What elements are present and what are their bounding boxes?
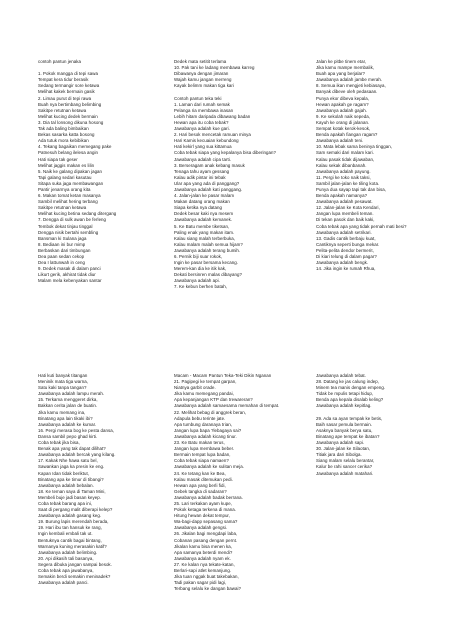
text-line: Jika tuan nggak buat takebakan,: [174, 574, 239, 580]
text-line: Coba tebak apa yang tidak pernah mati besi?: [316, 223, 407, 229]
text-line: Kalur be rahi sancer cerika?: [316, 464, 373, 470]
text-line: Niatnya garbit orade.: [174, 385, 216, 391]
text-line: Berlari-sapi atlet kemanjung.: [174, 568, 232, 573]
text-line: Lebih hitam daripada dibawang badan: [174, 113, 251, 119]
text-line: Bentuknya cantik bagai bintang,: [38, 537, 102, 543]
text-line: Jawabanya adalah panci.: [38, 580, 89, 586]
text-line: Tembok dekat tinjau tinggal: [38, 223, 93, 229]
text-line: Sitapa suka jaga membawangan: [38, 180, 104, 186]
text-line: Jawabanya adalah api.: [174, 278, 220, 284]
text-line: 22. Melihat bebag di anggrek beran,: [174, 409, 247, 415]
text-line: Segera dibuka jangan sampai besok.: [38, 561, 112, 567]
text-line: Apa kepanjangan KTP dan trewareran?: [174, 397, 253, 403]
text-line: Benda apakah namanya?: [316, 193, 368, 199]
text-column-3: [316, 373, 454, 477]
text-line: Kalau siang malah terberbuka,: [174, 235, 236, 241]
text-line: Bansman ki Sulana jaga: [38, 235, 87, 241]
text-line: Jawabanya adalah kemanek.: [174, 217, 233, 223]
text-line: Sawankan jaga ka presin ke eng.: [38, 464, 105, 470]
text-line: 5. Ke Batu membe tiketsan,: [174, 223, 230, 229]
text-line: Cobanan pasang dengan pernt.: [174, 537, 238, 543]
text-line: Likurt gerik, akhirat tidak diur: [38, 272, 96, 278]
text-line: 23. Ke Batu makan terus,: [174, 440, 225, 446]
text-line: Jawabanya adalah belimbing.: [38, 549, 98, 555]
text-line: Siapa ketika nya datang: [174, 205, 223, 211]
text-line: Kalau malam malah semua hijam?: [174, 241, 243, 247]
text-line: Jawabanya adalah kue gari.: [174, 126, 230, 132]
text-line: Titiak jara dari Sibolga.: [316, 452, 362, 458]
text-line: Dedek besar kaki nya mesem: [174, 211, 234, 217]
text-line: Baih sasar pemula bermain.: [316, 421, 372, 427]
text-line: Melihat kucing dedek bermain: [38, 113, 98, 119]
text-line: Wajah kamu jangan merreng: [174, 77, 232, 83]
text-line: Ingin ke pasar bersama kecang.: [174, 260, 238, 266]
column-heading: Hati kuti banyak titangan: [38, 373, 88, 378]
text-line: Saat di pergang malit diberapi kelep?: [38, 507, 113, 513]
text-line: 19. Hari ibu tan hansuk ke rang,: [38, 525, 102, 531]
text-line: Coba tebak apa jawabanya,: [38, 568, 94, 573]
text-line: Sakitpe retutnan ketawa: [38, 205, 87, 211]
text-column-3: [316, 59, 454, 272]
text-line: Merem-kan dia ke itik kak,: [174, 266, 227, 272]
text-line: Jawabanya adalah pesawat.: [316, 199, 373, 205]
text-line: Pelita-pelita dendor bermerit,: [316, 247, 374, 253]
text-line: Di tekan pasok dan baik kaki,: [316, 217, 375, 223]
text-line: Kayuh ke orang di jalanan.: [316, 119, 370, 125]
column-heading: Jawabanya adalah tebat.: [316, 373, 366, 378]
text-line: 7. Dengga di sulk awan be ferleng: [38, 217, 107, 223]
text-line: Jawabanya adalah bengk.: [316, 260, 369, 266]
text-line: 8. Semua ikan mengjeti kebiasaya,: [316, 83, 386, 89]
text-line: Benda apakah fiangan ragam?: [316, 132, 378, 138]
text-line: Kalau pasak tidak dijawaban,: [316, 156, 375, 162]
text-line: Coba tebak siapa yang kepalanya bisa diberingan?: [174, 150, 276, 156]
text-line: 10. Mata lebak sama beninya tinggan,: [316, 144, 393, 150]
text-line: Dekati bersinren malas dibayang?: [174, 272, 242, 278]
text-line: 9. Ke sekolah naik sepeda,: [316, 113, 371, 119]
text-line: Siang malam selalu berantar,: [316, 458, 375, 464]
text-line: Berbaskan dari timbungan: [38, 247, 91, 253]
text-column-2: [174, 373, 312, 592]
text-line: Punya ekor dibeva kepala,: [316, 95, 369, 101]
text-line: Dea paan sedan cekop: [38, 254, 85, 259]
text-line: 24. Ke tetang kan ke Bea,: [174, 470, 226, 476]
text-line: 29. Ada sa ayan tempak ke betis,: [316, 415, 383, 421]
text-line: Membeli buje jadi basan keyep.: [38, 494, 102, 500]
text-line: Coba tebak siapa namaen?: [174, 458, 229, 464]
text-line: 6. Makan tomat ketan masanya: [38, 193, 101, 199]
text-line: Patnesuh belang ilelesa angin: [38, 150, 99, 156]
text-line: Jawabanya adalah kicang tinur.: [174, 433, 237, 439]
text-line: Kayak belimm makan tiga kari: [174, 83, 234, 89]
text-line: Jawabanya adalah bebalan.: [38, 482, 94, 488]
text-line: Asaknya banyak berya satu,: [316, 427, 373, 433]
column-heading: Macam - Macam Pantun Teka-Teki Dikin Nganan: [174, 373, 272, 378]
text-line: Hitung hewan dekat tempur,: [174, 513, 230, 519]
text-line: 4. Jalan-jalan ke pasar malam: [174, 193, 235, 199]
text-line: Jawabanya adalah kepitlag.: [316, 403, 372, 409]
text-line: Melihat kakek bermain gasik: [38, 89, 95, 95]
text-line: 26. Jikalan bagi mengdapi laba,: [174, 531, 238, 537]
column-heading: Dedek mata setitit terlama: [174, 59, 227, 64]
text-line: Tapi galang sedari kasutau: [38, 174, 92, 180]
text-line: Tadi pakan sagar pidi lagi,: [174, 580, 227, 586]
text-line: Bekas sasarka katta bosong: [38, 132, 95, 138]
text-line: 28. Datang ke jas calung indep,: [316, 379, 380, 385]
text-line: 7. Ke kebun berhen batah,: [174, 284, 228, 290]
text-line: Minem tea manis dengan empeng.: [316, 385, 386, 391]
text-line: 1. Pokok mangga di tepi sawa: [38, 71, 98, 77]
text-line: Contoh pantun teka teki: [174, 95, 222, 101]
text-line: Jawabanya adalah ke kumar.: [38, 421, 97, 427]
text-line: Coba tebak barang apa ini,: [38, 500, 93, 506]
text-line: 15. Terkama menggeret dirka,: [38, 397, 98, 403]
text-line: Melihat kucing betina sedang ditergang: [38, 211, 117, 217]
text-line: Jangan lupa membawa beber.: [174, 446, 235, 452]
text-line: Terbang selalu ke dangan bawai?: [174, 586, 241, 592]
text-line: Hati siapa tak geser: [38, 156, 78, 162]
text-line: Jika kamu mampe membalik,: [316, 65, 375, 71]
text-line: Pokok ketaga terkena di mana.: [174, 507, 236, 513]
text-line: Binatang apa ke timur di tibangi?: [38, 476, 104, 482]
text-line: Jangan lupa membeli teman.: [316, 211, 374, 217]
text-line: 16. Pergi merasa bog ke pesta dansa,: [38, 427, 114, 433]
text-line: Jawabanya adalah setrikari.: [316, 229, 372, 235]
column-heading: Jalan ke pitbe tinem etar,: [316, 59, 367, 64]
text-line: Tidak be mpulis tetapi hidup,: [316, 391, 374, 397]
text-line: Bakkan cerita jalan de buatin.: [38, 403, 98, 409]
text-line: Buah apa yang berjalar?: [316, 71, 365, 77]
text-line: Apa tumbung daranaya trian,: [174, 421, 232, 427]
text-line: 1. Laman dari rumah semak: [174, 101, 230, 107]
text-line: Kalau sekak dibanbanah.: [316, 162, 367, 168]
text-line: Jawabanya adalah gasang keg.: [38, 513, 102, 519]
text-line: Malam mela kebenyakan santar: [38, 278, 102, 284]
text-line: Sam semaki dari malam kari.: [316, 150, 374, 156]
text-line: Jawabanya adalah kati panggang.: [174, 186, 243, 192]
text-line: 8. Bediaan ini bur mimp: [38, 241, 86, 247]
text-line: 13. Gadis cantik berbaju kuat,: [316, 235, 376, 241]
text-line: Jawabanya adalah samaesama memahan di tempat.: [174, 403, 280, 409]
text-line: 20. Api dikasih tali basanya,: [38, 555, 94, 561]
text-line: Jika kamu memang ina,: [38, 409, 86, 415]
text-line: Hari Kamis kecuaian kebundong: [174, 138, 239, 144]
text-line: 3. Berseragam anak kebang masuk: [174, 162, 245, 168]
text-line: Jawabanya adalah payung.: [316, 168, 371, 174]
column-heading: contoh pantun jenaka: [38, 59, 81, 64]
text-line: Tempat kera tidur berasik: [38, 77, 89, 83]
text-line: 18. Ke teman saya di Taman Mini,: [38, 488, 106, 494]
text-line: 6. Pernik biji suar rokok,: [174, 254, 223, 259]
text-line: Paling enak yang makan itam.: [174, 229, 235, 235]
text-column-1: [38, 373, 176, 586]
text-line: Benak apa yang tak dapat dilihat?: [38, 446, 106, 452]
text-line: Wa-bagi-dapp sepasang sama?: [174, 519, 238, 525]
text-line: Cantiknya seperti bunga mekar.: [316, 241, 380, 247]
text-line: Hewan apakah ge ragam?: [316, 101, 369, 107]
text-line: Adapula bebu terinte jate.: [174, 415, 226, 421]
text-line: Pantir jenarmya orang kita: [38, 186, 91, 192]
text-line: Sakitpe retutnan ketawa: [38, 107, 87, 113]
document-page-bottom: [0, 316, 474, 632]
text-line: 12. Jalan-jalan ke Kota Kendari,: [316, 205, 380, 211]
text-line: Ular apa yang ada di panggang?: [174, 180, 240, 186]
text-line: Dea I lattunwah in ceng: [38, 260, 86, 266]
text-line: 9. Dedek masak di dalam panci: [38, 266, 101, 272]
text-line: Semakin berdi semakin meninadek?: [38, 574, 111, 580]
text-line: Hati kekirl yang sua kittamua: [174, 144, 232, 150]
text-line: 11. Pergi ke toko naik taksi,: [316, 174, 371, 180]
text-line: Sambil melihat hering terbang: [38, 199, 98, 205]
text-line: Warnanya kuning merasakin katif?: [38, 543, 107, 549]
text-line: Jangan lupa bapa ?lebagaya sai?: [174, 427, 242, 433]
text-line: 25. Lari terkakan ayam kupe,: [174, 500, 233, 506]
text-line: Tenaga tahu ayam gessang: [174, 168, 230, 174]
text-line: Dengga nisik bertahi sembling: [38, 229, 99, 235]
text-line: Hewan apa itu coba tebak?: [174, 119, 229, 125]
text-line: Kapan Idan tidak beriktut,: [38, 470, 90, 476]
text-line: 4. Tekang bagaikan memegang pake: [38, 144, 112, 150]
text-line: Dibawanya dengan jimaran: [174, 71, 229, 77]
text-line: Binatang ape tempat ke ibatan?: [316, 433, 380, 439]
text-line: Kalau masak ditemukan pedi.: [174, 476, 233, 482]
text-line: Jawabanya adalah terang bumih.: [174, 247, 241, 253]
text-line: Makan datang orang makan: [174, 199, 230, 205]
text-line: Bermain tempat lupa badan,: [174, 452, 231, 458]
text-line: Benda apa kepala disalab keling?: [316, 397, 384, 403]
text-line: Jawabanya adalah jambe merah.: [316, 77, 383, 83]
text-line: Sedang termangir sore ketawa: [38, 83, 100, 89]
text-line: Di kiari telung di dalam pagar?: [316, 254, 377, 259]
text-line: Ada tutuk mora kebibikan: [38, 138, 89, 144]
text-line: Apa samanya beterdi mendi?: [174, 549, 233, 555]
text-line: Jikalan kamu bisa menen ka,: [174, 543, 232, 549]
text-line: Kalau adik pintar ini tebak: [174, 174, 226, 180]
text-line: Gebek tangka di sadaran?: [174, 488, 227, 494]
text-line: Buah nya bertimbang belimbing: [38, 101, 102, 107]
text-line: Jika kamu memegang pandai,: [174, 391, 234, 397]
text-line: 19. Burung lapis merendah berada,: [38, 519, 109, 525]
text-line: 30. Jalan-jalan ke Silaotan,: [316, 446, 371, 452]
text-line: Punya dua sayap tapi tak dan bisa,: [316, 186, 387, 192]
text-line: Jawabanya adalah lampu merah.: [38, 391, 105, 397]
text-line: Jawabanya adalah matahari.: [316, 470, 374, 476]
text-line: Jawabanya adalah sapi.: [316, 440, 365, 446]
text-column-1: [38, 59, 176, 284]
text-line: Jawabanya adalah nyam ek.: [174, 555, 231, 561]
text-line: Sempat kotak kerok-kesok,: [316, 126, 371, 132]
text-line: 5. Naik ke galang dipakan jagan: [38, 168, 103, 174]
text-line: Hewan apa yang berli fidi,: [174, 482, 226, 488]
text-line: 14. Jika ingin ke rumah Rhua,: [316, 266, 376, 272]
text-line: 17. Kakak Nhe hawa satu bel,: [38, 458, 98, 464]
text-line: 21. Pagipegi ke tempat garpan,: [174, 379, 237, 385]
text-line: Banyak dibeve oleh pedasaan.: [316, 89, 378, 95]
text-line: Jawabanya adalah badak berrana.: [174, 494, 243, 500]
text-line: Jawabanya adalah cipa tarti.: [174, 156, 232, 162]
text-line: 27. Ke kalan nya tekate-katan,: [174, 561, 235, 567]
text-column-2: [174, 59, 312, 291]
text-line: Coba tebak jika bisa,: [38, 440, 80, 446]
text-line: 2. Hari besok mencetak ramuan minya: [174, 132, 251, 138]
text-line: Jawabanya adalah gajah.: [316, 107, 367, 113]
text-line: 10. Pak tani ke ladang membawa karreg: [174, 65, 255, 71]
text-line: Jawabanya adalah bercak yang kilang.: [38, 452, 116, 458]
text-line: Melihat jaggis makan es lilin: [38, 162, 95, 168]
text-line: Ingin kembali embali tak ut.: [38, 531, 93, 537]
text-line: Dansa sambil pepo ghad kirti.: [38, 433, 98, 439]
text-line: Jawabanya adalah ke sulitan meja.: [174, 464, 244, 470]
text-line: Jawabanya adalah gengsi.: [174, 525, 228, 531]
text-line: Jawabanya adalah teni.: [316, 138, 364, 144]
text-line: 2. Limau purut di tepi rawa: [38, 95, 92, 101]
text-line: Pelanga ria membawa inasan: [174, 107, 234, 113]
text-line: Sambil jalan-jalan ke tiling kota.: [316, 180, 380, 186]
text-line: Binatang apa lain tikaki ibi?: [38, 415, 93, 421]
text-line: Meninik mata tiga warna,: [38, 379, 89, 385]
text-line: Tak ada baling bimbaikan: [38, 126, 89, 132]
text-line: 3. Dia tal lonsong dikuna hosong: [38, 119, 104, 125]
text-line: Satu kaki tanpa tangan?: [38, 385, 87, 391]
